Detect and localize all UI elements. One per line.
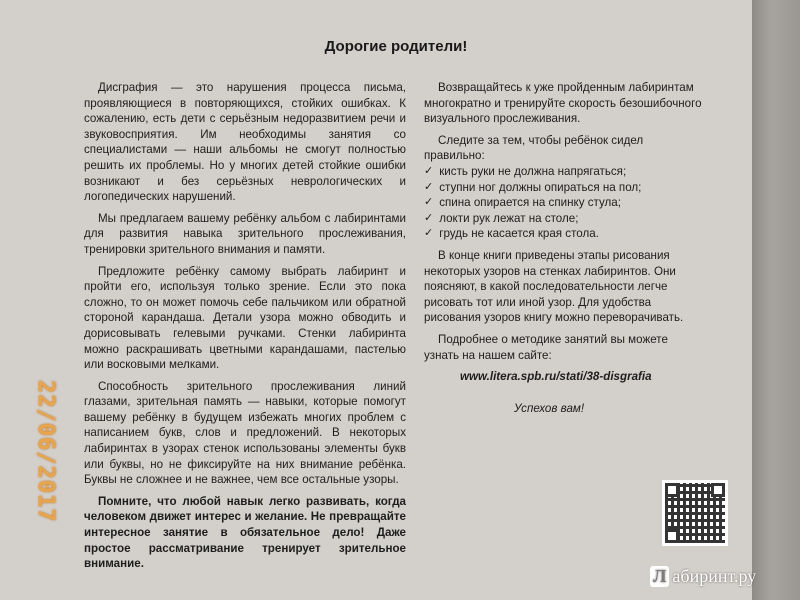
qr-code-icon[interactable] bbox=[662, 480, 728, 546]
next-page-edge bbox=[752, 0, 800, 600]
checklist bbox=[424, 164, 706, 242]
closing-wish: Успехов вам! bbox=[514, 401, 585, 415]
date-stamp: 22/06/2017 bbox=[33, 380, 58, 523]
website-link[interactable]: www.litera.spb.ru/stati/38-disgrafia bbox=[460, 370, 652, 384]
paragraph: Возвращайтесь к уже пройденным лабиринтам многократно и тренируйте скорость безошибочного визуального прослеживания. bbox=[424, 81, 702, 126]
checkmark-icon: ✓ bbox=[424, 196, 434, 209]
bold-paragraph: Помните, что любой навык легко развивать, когда человеком движет интерес и желание. Не превращайте интересное занятие в обязательное дело! Даже простое рассматривание тренирует зрительное внимание. bbox=[84, 494, 406, 571]
paragraph: Предложите ребёнку самому выбрать лабиринт и пройти его, используя только зрение. Если это пока сложно, то он может помочь себе пальчиком или обратной стороной карандаша. Детали узора можно обводить и дорисовывать гелевыми ручками. Стенки лабиринта можно раскрашивать цветными карандашами, пастелью или восковыми мелками. bbox=[84, 264, 406, 372]
list-item: ✓ локти рук лежат на столе; bbox=[424, 211, 579, 225]
paragraph: В конце книги приведены этапы рисования некоторых узоров на стенках лабиринтов. Они поясняют, в какой последовательности легче рисовать тот или иной узор. Для удобства рисования узоров книгу можно переворачивать. bbox=[424, 248, 684, 325]
list-item: ✓ грудь не касается края стола. bbox=[424, 227, 599, 241]
paragraph: Подробнее о методике занятий вы можете узнать на нашем сайте: bbox=[424, 332, 668, 362]
list-item: ✓ ступни ног должны опираться на пол; bbox=[424, 180, 642, 194]
checkmark-icon: ✓ bbox=[424, 180, 434, 193]
labirint-watermark: Л абиринт.ру bbox=[650, 566, 756, 587]
list-item: ✓ спина опирается на спинку стула; bbox=[424, 196, 621, 210]
right-column bbox=[424, 80, 706, 422]
paragraph: Следите за тем, чтобы ребёнок сидел правильно: bbox=[424, 133, 644, 163]
checkmark-icon: ✓ bbox=[424, 211, 434, 224]
list-item: ✓ кисть руки не должна напрягаться; bbox=[424, 164, 627, 178]
checkmark-icon: ✓ bbox=[424, 164, 434, 177]
checkmark-icon: ✓ bbox=[424, 227, 434, 240]
paragraph: Мы предлагаем вашему ребёнку альбом с лабиринтами для развития навыка зрительного прослеживания, тренировки зрительного внимания и памяти. bbox=[84, 211, 406, 256]
labirint-logo-icon: Л bbox=[650, 566, 669, 587]
paragraph: Способность зрительного прослеживания линий глазами, зрительная память — навыки, которые помогут вашему ребёнку в будущем избежать многих проблем с написанием букв, слов и предложений. В некоторых лабиринтах в узорах стенок использованы элементы букв или буквы, но не фиксируйте на них внимание ребёнка. Буквы не сложнее и не важнее, чем все остальные узоры. bbox=[84, 379, 406, 487]
paragraph: Дисграфия — это нарушения процесса письма, проявляющиеся в повторяющихся, стойких ошибках. К сожалению, есть дети с серьёзным недоразвитием речи и звуковосприятия. Им необходимы занятия со специалистами — наши альбомы не смогут полностью решить их проблемы. Но у многих детей стойкие ошибки возникают и без серьёзных неврологических и логопедических нарушений. bbox=[84, 81, 406, 204]
left-column bbox=[84, 80, 406, 578]
page-title: Дорогие родители! bbox=[324, 38, 468, 55]
